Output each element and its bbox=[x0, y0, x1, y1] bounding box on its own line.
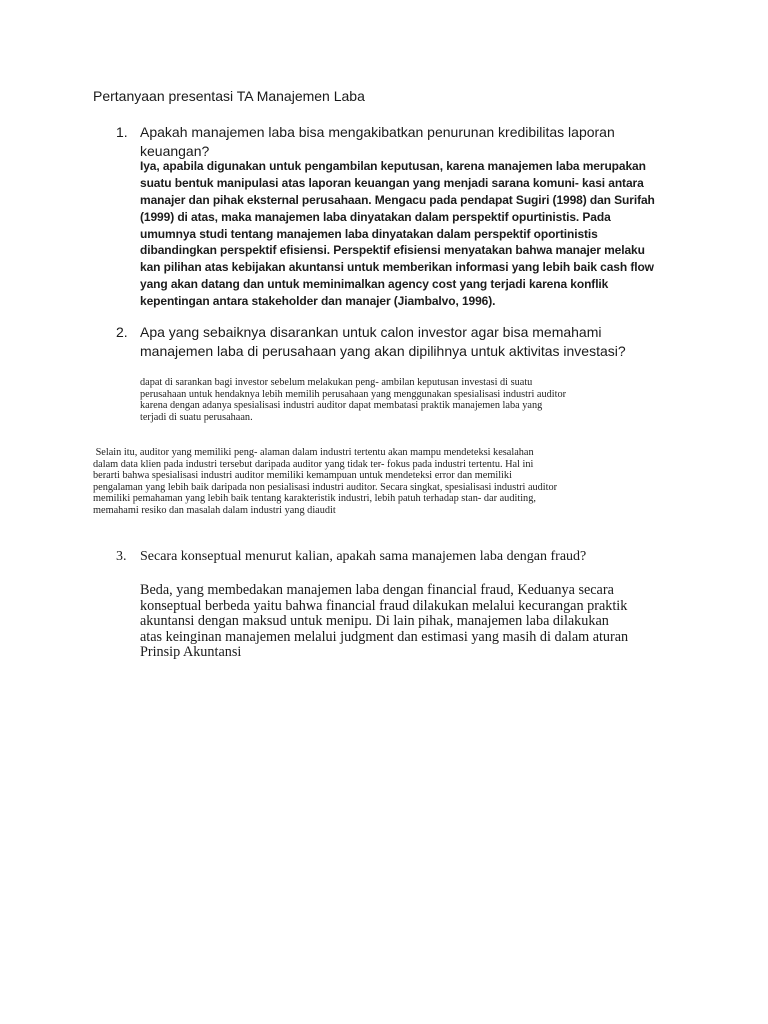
answer-2-extra-line: berarti bahwa spesialisasi industri auditor memiliki kemampuan untuk mendeteksi error dan memiliki bbox=[93, 470, 512, 482]
answer-2-line: dapat di sarankan bagi investor sebelum melakukan peng- ambilan keputusan investasi di suatu bbox=[140, 377, 533, 388]
answer-2-extra-line: pengalaman yang lebih baik daripada non pesialisasi industri auditor. Secara singkat, spesialisasi industri auditor bbox=[93, 481, 558, 493]
question-2-line: manajemen laba di perusahaan yang akan dipilihnya untuk aktivitas investasi? bbox=[140, 343, 626, 359]
answer-1-line: manajer dan pihak eksternal perusahaan. Mengacu pada pendapat Sugiri (1998) dan Surifah bbox=[140, 192, 655, 207]
document-title: Pertanyaan presentasi TA Manajemen Laba bbox=[93, 88, 365, 104]
answer-1-line: suatu bentuk manipulasi atas laporan keuangan yang menjadi sarana komuni- kasi antara bbox=[140, 175, 644, 190]
answer-1-line: umumnya studi tentang manajemen laba dinyatakan dalam perspektif oportinistis bbox=[140, 226, 598, 241]
answer-3-line: atas keinginan manajemen melalui judgment dan estimasi yang masih di dalam aturan bbox=[140, 628, 629, 645]
answer-3 bbox=[140, 583, 628, 661]
answer-2-line: perusahaan untuk hendaknya lebih memilih perusahaan yang menggunakan spesialisasi industri auditor bbox=[140, 388, 567, 400]
question-2-number: 2. bbox=[116, 324, 128, 340]
answer-3-line: konseptual berbeda yaitu bahwa financial fraud dilakukan melalui kecurangan praktik bbox=[140, 597, 628, 614]
question-1-number: 1. bbox=[116, 124, 128, 140]
question-3-text: Secara konseptual menurut kalian, apakah sama manajemen laba dengan fraud? bbox=[140, 549, 587, 564]
answer-1-line: dibandingkan perspektif efisiensi. Perspektif efisiensi menyatakan bahwa manajer melaku bbox=[140, 243, 645, 258]
question-2-line: Apa yang sebaiknya disarankan untuk calon investor agar bisa memahami bbox=[140, 324, 602, 340]
answer-1-line: yang akan datang dan untuk meminimalkan agency cost yang terjadi karena konflik bbox=[140, 277, 609, 292]
answer-1 bbox=[140, 158, 655, 310]
answer-2-line: terjadi di suatu perusahaan. bbox=[140, 411, 253, 423]
question-1-line: keuangan? bbox=[140, 143, 210, 159]
answer-2-extra-line: Selain itu, auditor yang memiliki peng- alaman dalam industri tertentu akan mampu mendeteksi kesalahan bbox=[93, 447, 534, 458]
question-1-line: Apakah manajemen laba bisa mengakibatkan penurunan kredibilitas laporan bbox=[140, 124, 615, 140]
answer-2-extra bbox=[93, 447, 557, 517]
question-1-text bbox=[140, 123, 615, 161]
answer-3-line: Beda, yang membedakan manajemen laba dengan financial fraud, Keduanya secara bbox=[140, 582, 614, 598]
answer-2-extra-line: memiliki pemahaman yang lebih baik tentang karakteristik industri, lebih patuh terhadap stan- dar auditing, bbox=[93, 493, 536, 505]
answer-2-extra-line: dalam data klien pada industri tersebut daripada auditor yang tidak ter- fokus pada industri tertentu. Hal ini bbox=[93, 458, 534, 470]
answer-1-line: (1999) di atas, maka manajemen laba dinyatakan dalam perspektif opurtinistis. Pada bbox=[140, 209, 611, 224]
answer-2-line: karena dengan adanya spesialisasi industri auditor dapat membatasi praktik manajemen laba yang bbox=[140, 400, 543, 412]
answer-3-line: Prinsip Akuntansi bbox=[140, 644, 242, 661]
answer-2 bbox=[140, 377, 566, 423]
answer-1-line: kepentingan antara stakeholder dan manajer (Jiambalvo, 1996). bbox=[140, 294, 496, 309]
answer-2-extra-line: memahami resiko dan masalah dalam industri yang diaudit bbox=[93, 504, 336, 516]
answer-1-line: Iya, apabila digunakan untuk pengambilan keputusan, karena manajemen laba merupakan bbox=[140, 159, 646, 173]
question-2-text bbox=[140, 323, 626, 361]
answer-1-line: kan pilihan atas kebijakan akuntansi untuk memberikan informasi yang lebih baik cash flow bbox=[140, 260, 654, 275]
question-3-number: 3. bbox=[116, 549, 127, 564]
answer-3-line: akuntansi dengan maksud untuk menipu. Di lain pihak, manajemen laba dilakukan bbox=[140, 613, 609, 630]
